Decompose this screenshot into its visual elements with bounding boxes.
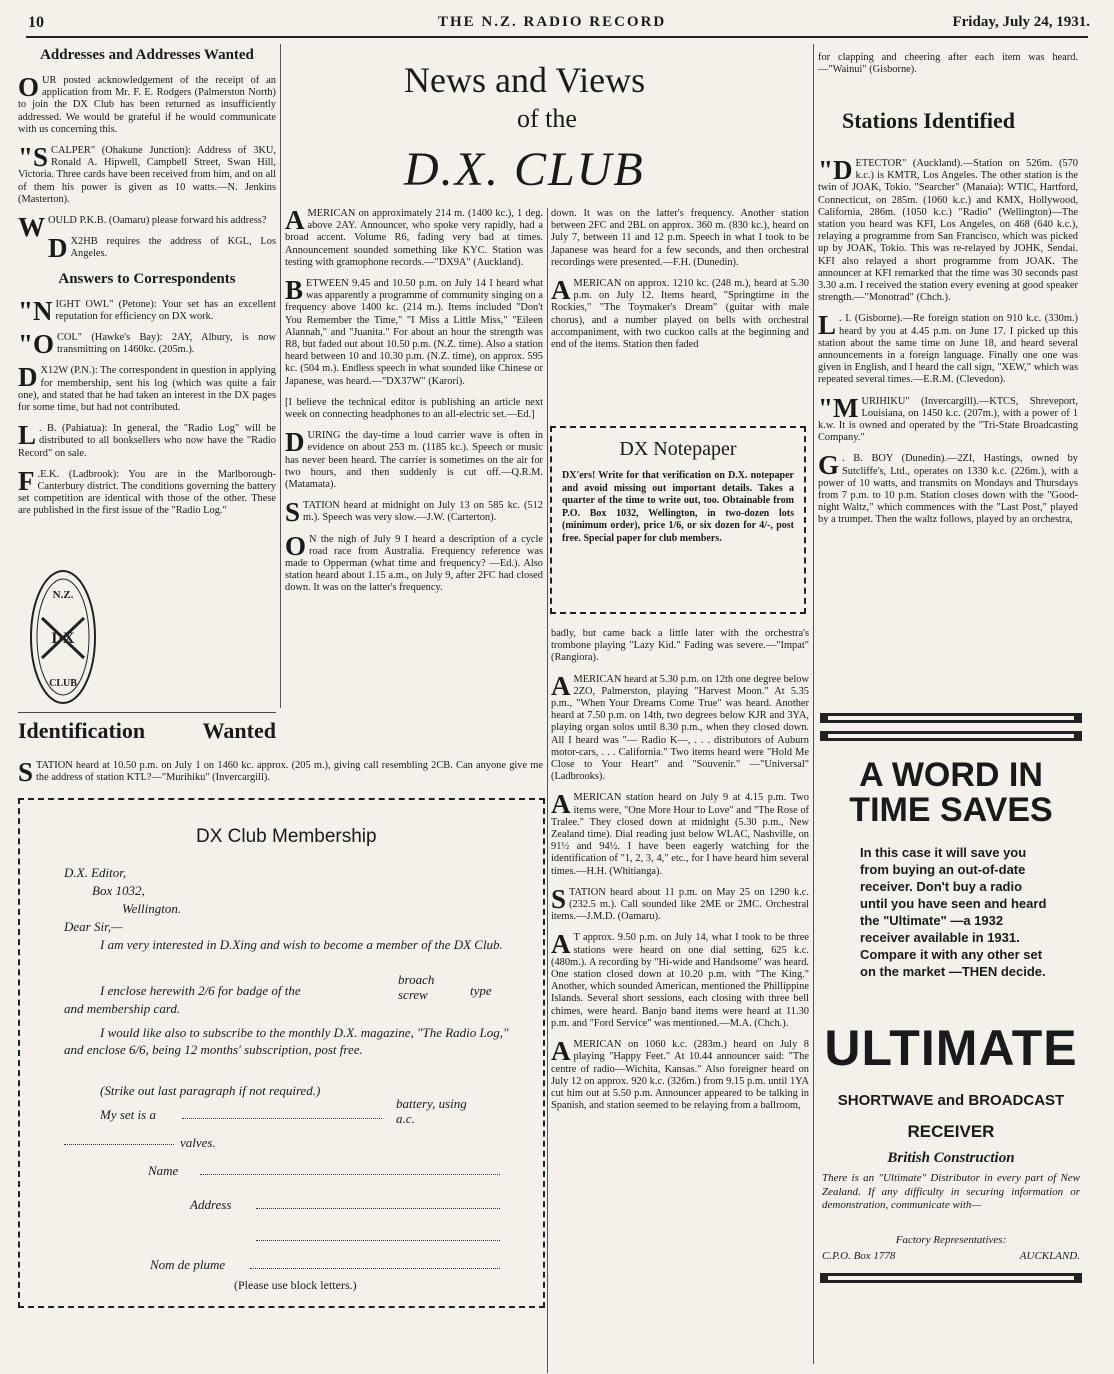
paragraph-text: TATION heard at 10.50 p.m. on July 1 on 1460 kc. approx. (205 m.), giving call resembling 2CB. Can anyone give me the address of station KTL?—"Murihiku" (Invercargill). [36, 760, 543, 784]
column-1 [18, 46, 276, 527]
ad-headline [820, 758, 1082, 828]
identification-heading [18, 718, 276, 744]
masthead-dx-club: D.X. CLUB [404, 143, 645, 196]
set-field[interactable] [182, 1118, 382, 1119]
card-line: and membership card. [64, 1001, 181, 1016]
paragraph [551, 670, 809, 784]
masthead-news-and-views: News and Views [404, 60, 646, 100]
paragraph-text: IGHT OWL" (Petone): Your set has an excellent reputation for efficiency on DX work. [55, 298, 276, 322]
paragraph [18, 142, 276, 206]
city-line: Wellington. [122, 901, 182, 916]
drop-cap: S [551, 883, 567, 914]
paragraph [18, 233, 276, 264]
drop-cap: A [285, 205, 305, 235]
masthead-of-the: of the [517, 104, 577, 133]
paragraph-text: MERICAN on 1060 k.c. (283m.) heard on July 8 playing "Happy Feet." At 10.44 announcer said: "The centre of radio—Wichita, Kansas." Also foreigner heard on July 12 on approx. 920 k.c. (326m.) from 9.15 p.m. until 1YA cut him out at 5.50 p.m. Announcer appeared to be talking in Spanish, and station seemed to be relaying from a ballroom, [551, 1039, 809, 1112]
page-number: 10 [28, 14, 44, 31]
identification-text [18, 757, 543, 787]
page-header [28, 14, 1090, 36]
issue-date: Friday, July 24, 1931. [952, 14, 1090, 30]
ad-british-construction: British Construction [887, 1150, 1015, 1166]
ad-city: AUCKLAND. [1019, 1250, 1080, 1262]
editor-line: D.X. Editor, [64, 865, 127, 880]
ad-receiver-line: RECEIVER [907, 1122, 995, 1141]
paragraph [285, 275, 543, 388]
paragraph-text: ETWEEN 9.45 and 10.50 p.m. on July 14 I heard what was apparently a programme of community singing on a frequency above 1400 kc. (214 m.). Items included "Don't You Remember the Time," "I Miss a Little Miss," "Eileen Alannah," and "Juanita." For about an hour the strength was R8, but faded out about 10.50 p.m. (N.Z. time). Also a station heard between 10 and 10.30 p.m. (N.Z. time), on approx. 595 kc. (504 m.). Endless speech in what sounded like Chinese or Japanese, was heard.—"DX37W" (Karori). [285, 278, 543, 387]
section-rule [18, 712, 276, 713]
paragraph-text: T approx. 9.50 p.m. on July 14, what I took to be three stations were heard on one dial setting, 625 k.c. (480m.). A recording by "Hi-wide and Handsome" was heard. One station closed down at 10.20 p.m. with "The King." Another, which sounded American, mentioned the Phillippine Islands. Several short sessions, each closing with three bell chimes, were heard. Banjo band items were heard at 11.30 p.m. and "Ford Service" was mentioned.—M.A. (Chch.). [551, 932, 809, 1029]
ad-factory-reps: Factory Representatives: [895, 1234, 1007, 1246]
badge-option-broach: broach [398, 972, 435, 987]
header-rule [26, 36, 1088, 38]
notepaper-title: DX Notepaper [619, 438, 737, 460]
drop-cap: D [18, 362, 38, 393]
drop-cap: L [818, 310, 837, 341]
column-4-top [818, 52, 1078, 85]
name-field[interactable] [200, 1174, 500, 1175]
paragraph-text: X12W (P.N.): The correspondent in question in applying for membership, sent his log (which was quite a fair one), and stated that he had taken an interest in the DX pages for some time, but had not contributed. [18, 365, 276, 414]
seal-bottom-text: CLUB [49, 678, 77, 689]
paragraph-text: MERICAN station heard on July 9 at 4.15 p.m. Two items were, "One More Hour to Love" and "The Rose of Tralee." They closed down at midnight (5.30 p.m., New Zealand time). Dial reading just below WLAC, Nashville, on 91½ and 94½. I have been eagerly watching for the identification of "1, 2, 3, 4," etc., for I have heard him several times.—H.H. (Whitianga). [551, 792, 809, 877]
column-divider [280, 44, 281, 708]
dx-notepaper-box [550, 426, 806, 614]
paragraph [551, 628, 809, 665]
paragraph-text: . B. (Pahiatua): In general, the "Radio Log" will be distributed to all booksellers who now have the "Radio Record" on sale. [18, 423, 276, 459]
editor-note: [I believe the technical editor is publishing an article next week on connecting headphones to an all-electric set.—Ed.] [285, 396, 543, 421]
drop-cap: L [18, 420, 37, 451]
paragraph [18, 295, 276, 326]
paragraph [551, 929, 809, 1030]
paragraph [818, 450, 1078, 526]
drop-cap: D [285, 427, 305, 458]
ad-headline-line-2: TIME SAVES [849, 791, 1053, 829]
salutation: Dear Sir,— [64, 919, 123, 934]
ad-headline-line-1: A WORD IN [859, 756, 1043, 794]
drop-cap: "O [18, 329, 54, 360]
column-divider [547, 208, 548, 1373]
drop-cap: W [18, 212, 45, 243]
paragraph-text: . B. BOY (Dunedin).—2ZI, Hastings, owned by Sutcliffe's, Ltd., operates on 1330 k.c. (226m.), with a power of 10 watts, and transmits on Mondays and Thursdays from 7 p.m. to 10 p.m. Station closes down with the "Good-night Waltz," which commences with the "Last Post," played by a trumpet. Then the waltz follows, played by an orchestra, [818, 453, 1078, 526]
paragraph [818, 392, 1078, 445]
seal-mid-text: DX [51, 630, 75, 647]
paragraph [551, 208, 809, 269]
valves-field[interactable] [64, 1144, 174, 1145]
address-label: Address [190, 1197, 232, 1212]
paragraph [551, 789, 809, 877]
paragraph-text: X2HB requires the address of KGL, Los Angeles. [70, 236, 276, 260]
paragraph-text: . I. (Gisborne).—Re foreign station on 910 k.c. (330m.) heard by you at 4.45 p.m. on June 17. I picked up this station about the same time on June 18, and heard several announcements in a foreign language. Finally one one was given in English, and I heard the call sign, "XEW," which was repeated several times.—E.R.M. (Clevedon). [818, 313, 1078, 386]
dx-club-seal-icon [28, 568, 98, 706]
seal-top-text: N.Z. [52, 589, 74, 601]
set-option-ac: a.c. [396, 1111, 415, 1126]
ad-shortwave-line: SHORTWAVE and BROADCAST [837, 1092, 1065, 1109]
publication-title: THE N.Z. RADIO RECORD [438, 14, 667, 30]
drop-cap: D [48, 233, 68, 264]
drop-cap: G [818, 450, 840, 481]
ad-distributor-text: There is an "Ultimate" Distributor in every part of New Zealand. If any difficulty in securing information or demonstration, communicate with— [822, 1172, 1080, 1211]
paragraph-text: badly, but came back a little later with the orchestra's trombone playing "Lazy Kid." Fading was severe.—"Impat" (Rangiora). [551, 628, 809, 664]
valves-label: valves. [180, 1135, 216, 1150]
paragraph-text: MERICAN on approximately 214 m. (1400 kc.), 1 deg. above 2AY. Announcer, who spoke very rapidly, had a broad accent. Volume R6, fading very bad at times. Announcement sounded something like KYC. Station was testing with gramophone records.—"DX9A" (Auckland). [285, 208, 543, 268]
column-3-bottom [551, 628, 809, 1121]
paragraph-text: MERICAN on approx. 1210 kc. (248 m.), heard at 5.30 p.m. on July 12. Items heard, "Springtime in the Rockies," "The Toymaker's Dream" (guitar with male chorus), and a number played on bells with orchestral accompaniment, with two cuckoo calls at the beginning and end of the items. Station then faded [551, 278, 809, 351]
paragraph: for clapping and cheering after each item was heard.—"Wainui" (Gisborne). [818, 52, 1078, 76]
paragraph [18, 212, 276, 243]
box-line: Box 1032, [92, 883, 145, 898]
ad-box: C.P.O. Box 1778 [822, 1250, 896, 1262]
paragraph [285, 427, 543, 491]
address-field[interactable] [256, 1208, 500, 1209]
ad-decorative-rule [820, 730, 1082, 742]
strike-note: (Strike out last paragraph if not required.) [100, 1083, 321, 1098]
drop-cap: A [551, 670, 571, 701]
paragraph-text: TATION heard at midnight on July 13 on 585 kc. (512 m.). Speech was very slow.—J.W. (Carterton). [303, 500, 543, 524]
drop-cap: "D [818, 155, 853, 185]
drop-cap: O [285, 530, 307, 561]
paragraph [18, 72, 276, 136]
subscribe-line: I would like also to subscribe to the monthly D.X. magazine, "The Radio Log," and enclose 6/6, being 12 months' subscription, post free. [64, 1025, 509, 1057]
drop-cap: A [551, 275, 571, 306]
ad-body: In this case it will save you from buying an out-of-date receiver. Don't buy a radio until you have seen and heard the "Ultimate" —a 1932 receiver available in 1931. Compare it with any other set on the market —THEN decide. [860, 845, 1047, 979]
ad-address [822, 1250, 1080, 1262]
name-label: Name [148, 1163, 179, 1178]
paragraph-text: UR posted acknowledgement of the receipt of an application from Mr. F. E. Rodgers (Palmerston North) to join the DX Club has been returned as insufficiently addressed. We would be grateful if he would communicate with us concerning this. [18, 75, 276, 135]
notepaper-text: DX'ers! Write for that verification on D.X. notepaper and avoid missing out important details. Takes a quarter of the time to write out, too. Obtainable from P.O. Box 1032, Wellington, in two-dozen lots (minimum order), price 1/6, or six dozen for 4/-, post free. Special paper for club members. [562, 470, 794, 544]
drop-cap: S [18, 757, 34, 787]
set-label: My set is a [100, 1107, 156, 1122]
paragraph [551, 1036, 809, 1112]
interest-line: I am very interested in D.Xing and wish to become a member of the DX Club. [100, 937, 503, 952]
set-options [396, 1096, 467, 1126]
badge-line: I enclose herewith 2/6 for badge of the [100, 983, 301, 998]
badge-type: type [470, 983, 492, 998]
drop-cap: A [551, 789, 571, 820]
ad-decorative-rule [820, 712, 1082, 724]
paragraph [285, 205, 543, 269]
paragraph-text: CALPER" (Ohakune Junction): Address of 3KU, Ronald A. Hipwell, Campbell Street, Swan Hill, Victoria. Three cards have been received from him, and on all of them his power is given as 10 watts.—N. Jenkins (Masterton). [18, 145, 276, 205]
answers-heading: Answers to Correspondents [58, 270, 236, 287]
drop-cap: A [551, 929, 571, 960]
identification-heading-a: Identification [18, 718, 146, 743]
identification-heading-b: Wanted [202, 718, 276, 743]
stations-identified-heading: Stations Identified [842, 108, 1015, 133]
paragraph [285, 497, 543, 528]
column-4 [818, 155, 1078, 536]
paragraph-text: URIHIKU" (Invercargill).—KTCS, Shreveport, Louisiana, on 1450 k.c. (207m.), with a power of 1 k.w. It is owned and operated by the "Tri-State Broadcasting Company." [818, 395, 1078, 444]
membership-coupon [18, 798, 545, 1308]
paragraph [551, 275, 809, 351]
drop-cap: O [18, 72, 40, 102]
drop-cap: "S [18, 142, 49, 173]
paragraph [18, 465, 276, 518]
paragraph [551, 883, 809, 924]
nom-de-plume-label: Nom de plume [150, 1257, 226, 1272]
paragraph-text: URING the day-time a loud carrier wave is often in evidence on about 253 m. (1185 kc.). Speech or music has never been heard. The carrier is sometimes on the air for two hours, and then suddenly is cut off.—Q.R.M. (Matamata). [285, 430, 543, 491]
set-option-battery: battery, using [396, 1096, 467, 1111]
paragraph [818, 310, 1078, 386]
drop-cap: "N [18, 295, 53, 326]
column-2 [285, 205, 543, 604]
drop-cap: S [285, 497, 301, 528]
paragraph-text: OULD P.K.B. (Oamaru) please forward his address? [48, 215, 267, 227]
paragraph-text: MERICAN heard at 5.30 p.m. on 12th one degree below 2ZO, Palmerston, playing "Harvest Moon." At 5.35 p.m., "When Your Dreams Come True" was heard. Another heard at 7.50 p.m. on 14th, two degrees below KJR and 3YA, playing organ solos until 8.30 p.m., when they closed down. All I heard was "— Radio K—, . . . distributors of Auburn motor-cars, . . . California." Two items heard were "Hold Me Close to Your Heart" and "Souvenir." —"Universal" (Ladbrooks). [551, 673, 809, 783]
drop-cap: A [551, 1036, 571, 1067]
nom-de-plume-field[interactable] [250, 1268, 500, 1269]
paragraph-text: ETECTOR" (Auckland).—Station on 526m. (570 k.c.) is KMTR, Los Angeles. The other station is the twin of JOAK, Tokio. "Searcher" (Manaia): WTIC, Hartford, Connecticut, on 285m. (1060 k.c.) and KMX, Hollywood, California, 286m. (1050 k.c.) "Radio" (Wellington)—The station you heard was KFI, Los Angeles, on 468 (640 k.c.), relaying a programme from San Francisco, which was picked up by JOAK, Tokio. This was re-relayed by JOHK, Sendai. KFI also relayed a short programme from JOAK. The announcer at KFI remarked that the time was 30 seconds past 3.30 a.m. I received the station every evening at good speaker strength.—"Monotrad" (Chch.). [818, 158, 1078, 304]
drop-cap: F [18, 465, 35, 496]
drop-cap: B [285, 275, 304, 306]
addresses-heading: Addresses and Addresses Wanted [40, 47, 254, 63]
column-3-top [551, 208, 809, 360]
paragraph-text: TATION heard about 11 p.m. on May 25 on 1290 k.c. (232.5 m.). Call sounded like 2ME or 2MC. Orchestral items.—J.M.D. (Oamaru). [551, 886, 809, 923]
badge-option-screw: screw [398, 987, 428, 1002]
paragraph [18, 420, 276, 460]
paragraph [285, 530, 543, 595]
ad-brand: ULTIMATE [824, 1020, 1078, 1076]
address-field-2[interactable] [256, 1240, 500, 1241]
paragraph [18, 329, 276, 360]
membership-title: DX Club Membership [196, 826, 377, 847]
ad-decorative-rule [820, 1272, 1082, 1284]
badge-options [398, 972, 434, 1002]
paragraph [818, 155, 1078, 304]
column-divider [813, 44, 814, 1364]
block-letters-note: (Please use block letters.) [234, 1278, 357, 1292]
paragraph-text: .E.K. (Ladbrook): You are in the Marlborough-Canterbury district. The conditions governing the battery set competition are identical with those of the other. These are published in the first issue of the "Radio Log." [18, 468, 276, 517]
paragraph-text: COL" (Hawke's Bay): 2AY, Albury, is now transmitting on 1460kc. (205m.). [57, 332, 276, 356]
paragraph-text: down. It was on the latter's frequency. Another station between 2FC and 2BL on approx. 360 m. (830 kc.), heard on July 7, between 11 and 12 p.m. Speech in what I took to be Japanese was heard for a few seconds, and then orchestral recordings were presented.—F.H. (Dunedin). [551, 208, 809, 268]
paragraph [18, 362, 276, 414]
paragraph-text: N the nigh of July 9 I heard a description of a cycle road race from Australia. Frequency reference was made to Opperman (what time and frequency? —Ed.). Also station heard about 1.15 a.m., on July 9, after 2FC had closed down. It was on the latter's frequency. [285, 533, 543, 594]
drop-cap: "M [818, 392, 859, 423]
